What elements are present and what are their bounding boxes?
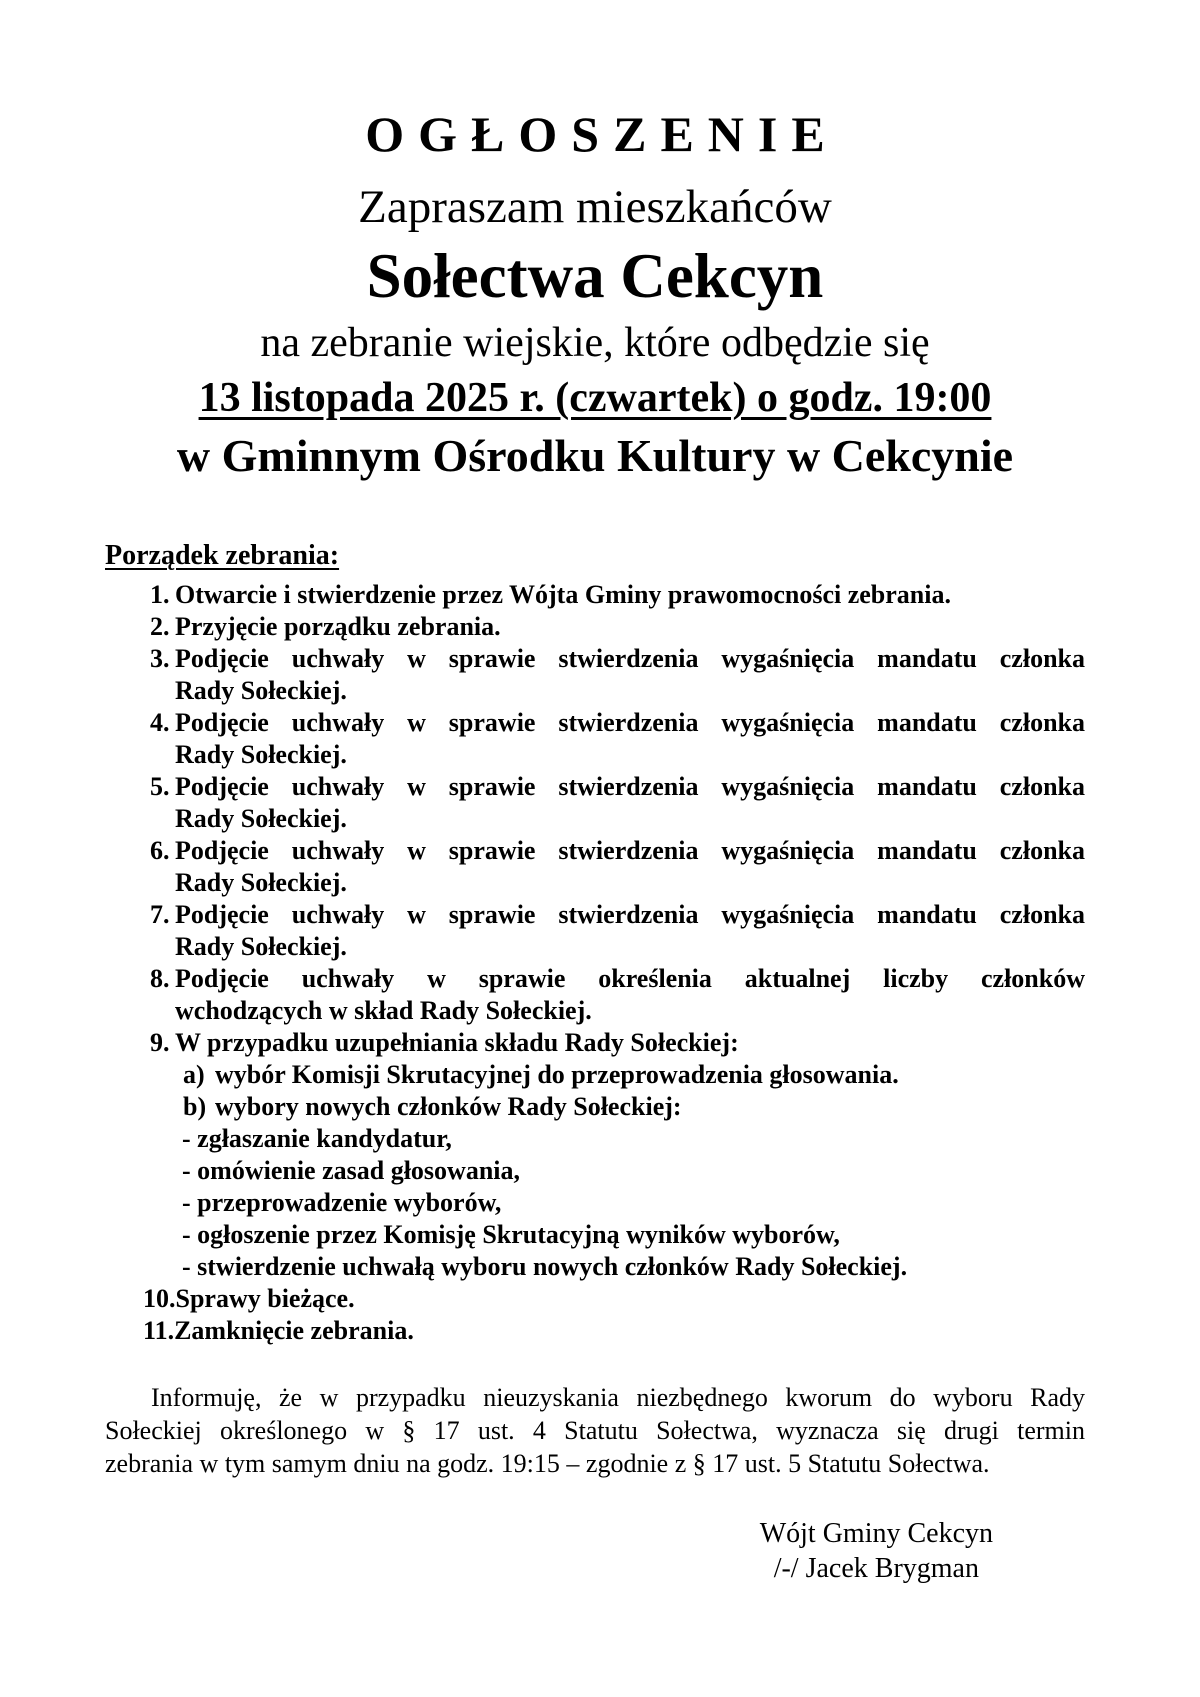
village-name-line: Sołectwa Cekcyn — [366, 240, 824, 311]
agenda-dash-item: - przeprowadzenie wyborów, — [182, 1187, 502, 1217]
page-content — [0, 106, 1200, 1586]
agenda-item-number: 6. — [150, 835, 170, 865]
agenda-subitem-marker: a) — [183, 1059, 205, 1089]
agenda-subitem: b) wybory nowych członków Rady Sołeckiej: — [183, 1091, 682, 1121]
agenda-item-text: Otwarcie i stwierdzenie przez Wójta Gminy prawomocności zebrania. — [175, 579, 951, 609]
meeting-line: na zebranie wiejskie, które odbędzie się — [260, 319, 930, 366]
agenda-item: 10.Sprawy bieżące. — [143, 1283, 355, 1313]
agenda-item — [105, 643, 1085, 707]
agenda-item — [105, 611, 1085, 643]
agenda-dash-item: - zgłaszanie kandydatur, — [182, 1123, 452, 1153]
agenda-heading: Porządek zebrania: — [105, 540, 340, 572]
agenda-item-text: W przypadku uzupełniania składu Rady Sołeckiej: — [175, 1027, 739, 1057]
agenda-subitem: a) wybór Komisji Skrutacyjnej do przeprowadzenia głosowania. — [183, 1059, 899, 1089]
page-title: OGŁOSZENIE — [365, 106, 839, 162]
agenda-item-text: Podjęcie uchwały w sprawie stwierdzenia wygaśnięcia mandatu członka Rady Sołeckiej. — [175, 643, 1085, 705]
agenda-item — [105, 771, 1085, 835]
agenda-item-text: Podjęcie uchwały w sprawie stwierdzenia wygaśnięcia mandatu członka Rady Sołeckiej. — [175, 899, 1085, 961]
agenda-dash-item: - ogłoszenie przez Komisję Skrutacyjną wyników wyborów, — [182, 1219, 840, 1249]
closing-line: Informuję, że w przypadku nieuzyskania niezbędnego kworum do wyboru Rady — [151, 1382, 1085, 1412]
agenda-item-number: 9. — [150, 1027, 170, 1057]
agenda-item-text: Podjęcie uchwały w sprawie stwierdzenia wygaśnięcia mandatu członka Rady Sołeckiej. — [175, 771, 1085, 833]
signature-block — [760, 1516, 993, 1586]
agenda-item-text: Podjęcie uchwały w sprawie stwierdzenia wygaśnięcia mandatu członka Rady Sołeckiej. — [175, 707, 1085, 769]
agenda-item — [105, 963, 1085, 1027]
agenda-item-number: 7. — [150, 899, 170, 929]
agenda-item — [105, 835, 1085, 899]
agenda-item — [105, 1027, 1085, 1059]
venue-line: w Gminnym Ośrodku Kultury w Cekcynie — [176, 430, 1014, 482]
signature-name: /-/ Jacek Brygman — [773, 1552, 979, 1584]
agenda-item-number: 1. — [150, 579, 170, 609]
agenda-item — [105, 899, 1085, 963]
agenda-item-text: Przyjęcie porządku zebrania. — [175, 611, 501, 641]
signature-title: Wójt Gminy Cekcyn — [759, 1517, 993, 1549]
agenda-item: 11.Zamknięcie zebrania. — [143, 1315, 414, 1345]
agenda-item-number: 5. — [150, 771, 170, 801]
closing-paragraph — [105, 1381, 1085, 1480]
agenda-dash-item: - omówienie zasad głosowania, — [182, 1155, 520, 1185]
closing-line: zebrania w tym samym dniu na godz. 19:15 – zgodnie z § 17 ust. 5 Statutu Sołectwa. — [105, 1448, 990, 1478]
agenda-item-text: Podjęcie uchwały w sprawie określenia aktualnej liczby członków wchodzących w skład Rady Sołeckiej. — [175, 963, 1085, 1025]
invite-line: Zapraszam mieszkańców — [358, 181, 832, 233]
agenda-item-number: 4. — [150, 707, 170, 737]
agenda-subitem-marker: b) — [183, 1091, 207, 1121]
agenda-item — [105, 707, 1085, 771]
agenda-item — [105, 579, 1085, 611]
agenda-item-text: Podjęcie uchwały w sprawie stwierdzenia wygaśnięcia mandatu członka Rady Sołeckiej. — [175, 835, 1085, 897]
date-time-line: 13 listopada 2025 r. (czwartek) o godz. 19:00 — [198, 374, 992, 421]
agenda-dash-item: - stwierdzenie uchwałą wyboru nowych członków Rady Sołeckiej. — [182, 1251, 908, 1281]
agenda-item-number: 8. — [150, 963, 170, 993]
agenda-item-number: 2. — [150, 611, 170, 641]
agenda-list — [105, 579, 1085, 1347]
agenda-item-number: 3. — [150, 643, 170, 673]
closing-line: Sołeckiej określonego w § 17 ust. 4 Statutu Sołectwa, wyznacza się drugi termin — [105, 1415, 1085, 1445]
